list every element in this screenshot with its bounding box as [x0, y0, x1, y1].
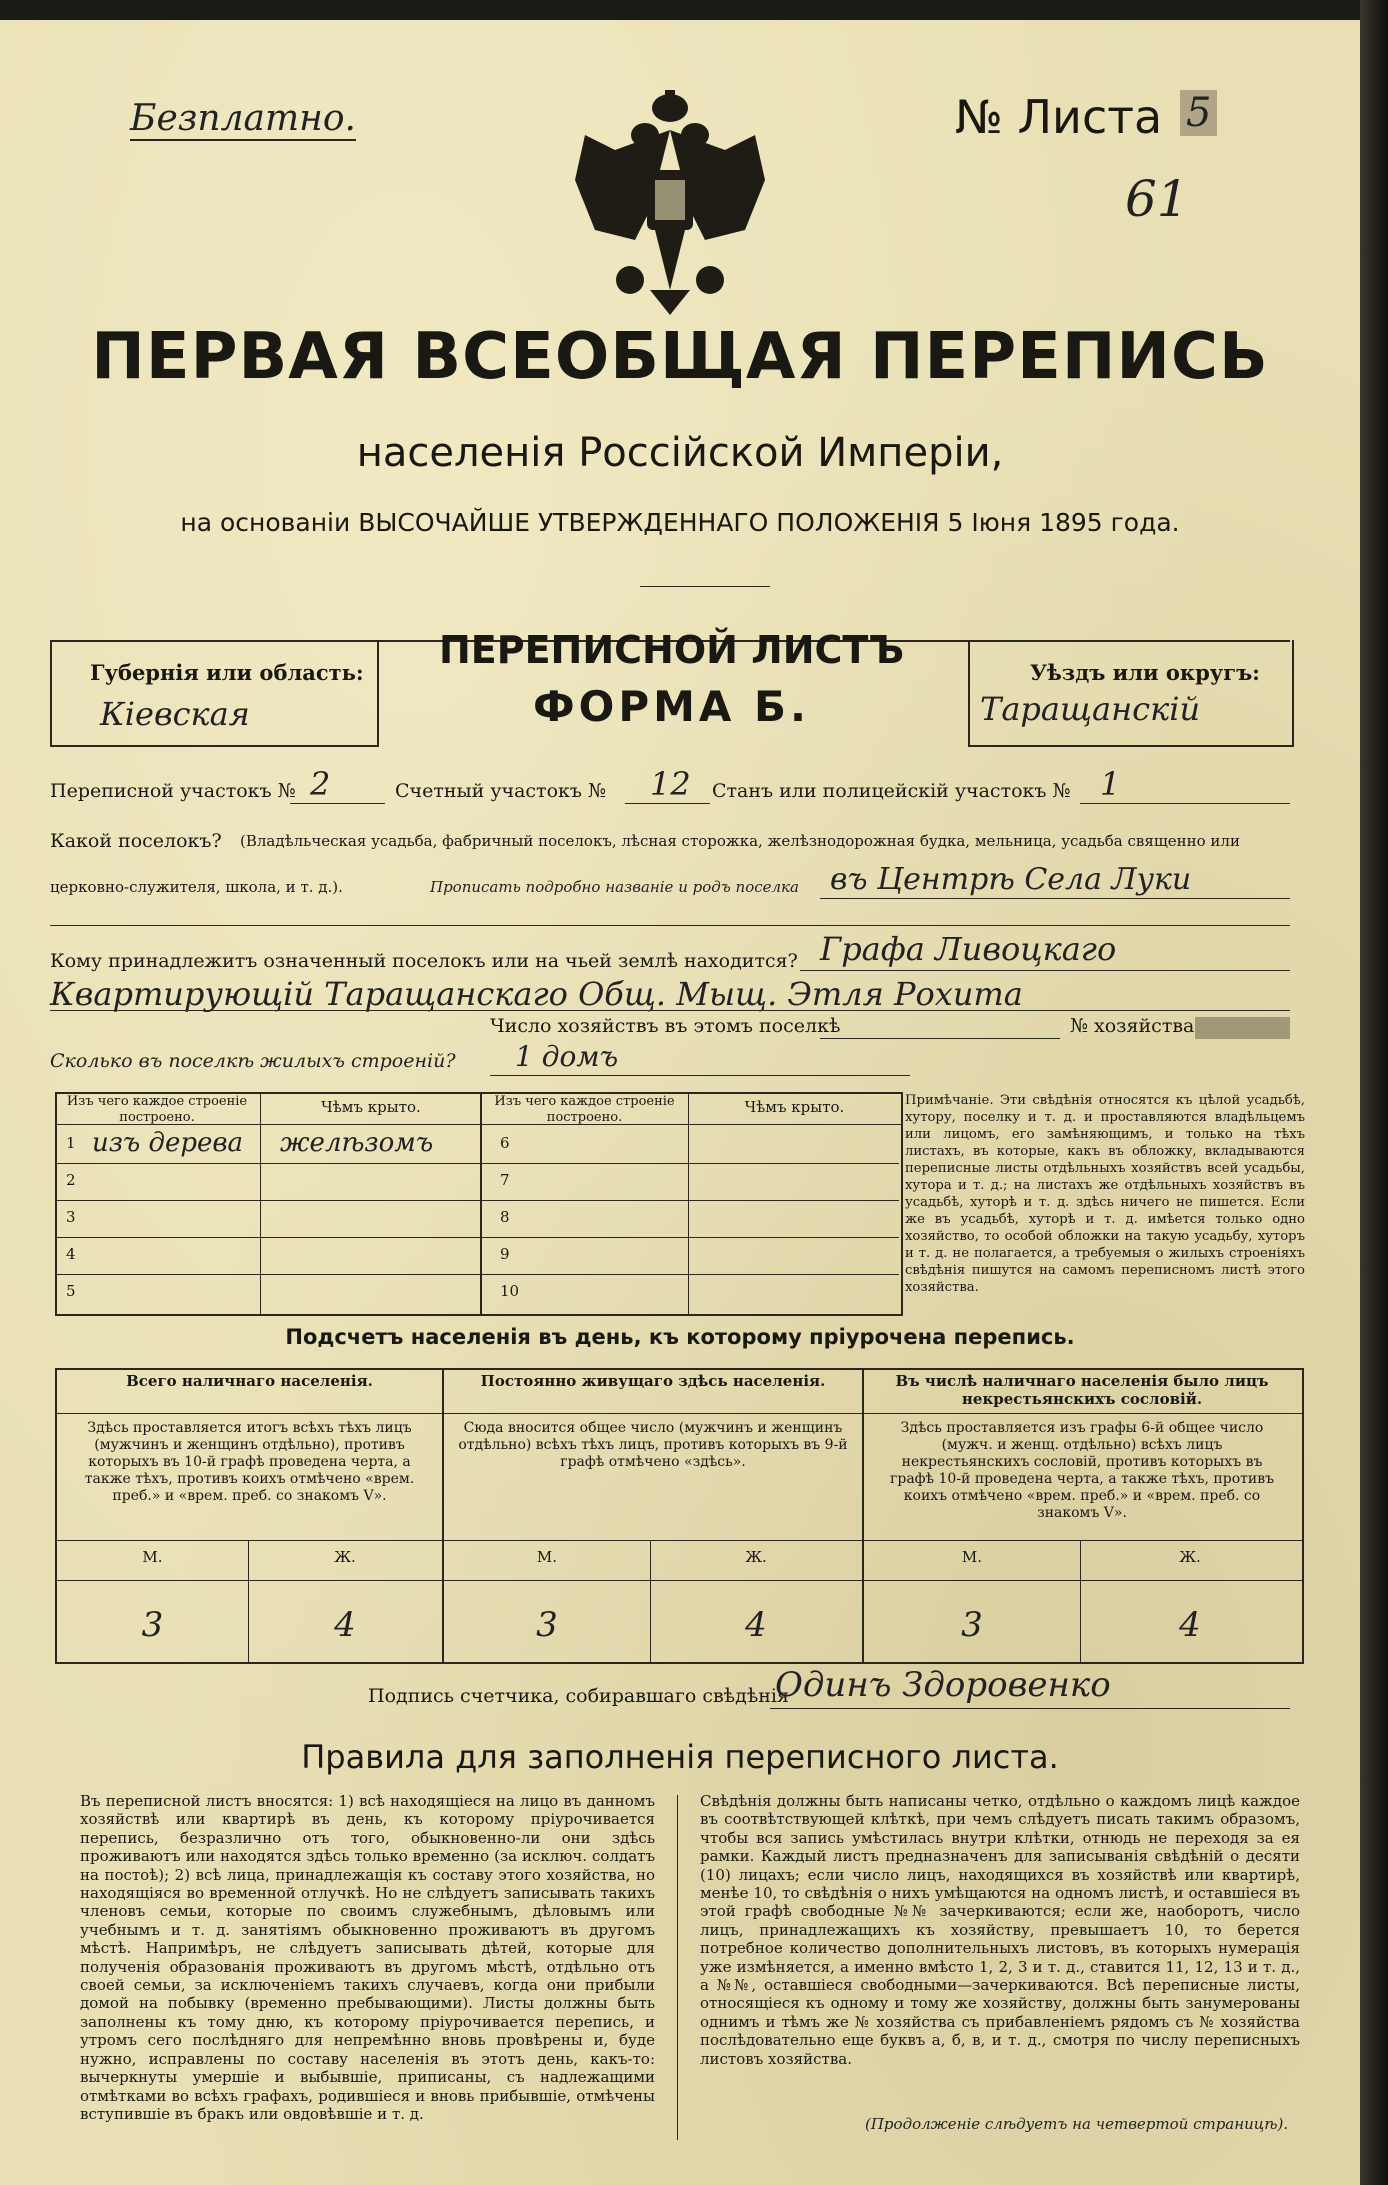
page-subtitle: населенія Россійской Имперіи, [356, 430, 1004, 476]
page-edge [1360, 0, 1388, 2185]
pop-male-value: 3 [536, 1605, 558, 1645]
census-sheet [0, 20, 1360, 2185]
pop-male-value: 3 [141, 1605, 164, 1645]
pop-col-desc: Сюда вносится общее число (мужчинъ и женщинъ отдѣльно) всѣхъ тѣхъ лицъ, противъ которыхъ въ 9-й графѣ отмѣчено «здѣсь». [458, 1420, 848, 1470]
owner-question: Кому принадлежитъ означенный поселокъ или на чьей землѣ находится? [50, 950, 798, 972]
signature-label: Подпись счетчика, собиравшаго свѣдѣнія [368, 1685, 789, 1707]
bt-right-row-number: 6 [500, 1134, 510, 1152]
pop-male-value: 3 [961, 1605, 983, 1645]
uezd-value: Таращанскій [980, 690, 1201, 728]
owner-value-2: Квартирующій Таращанскаго Общ. Мыщ. Этля Рохита [50, 975, 1023, 1013]
schetny-uchastok-value: 12 [650, 765, 691, 803]
perepis-uchastok-value: 2 [310, 765, 331, 803]
bt-col-roof-2: Чѣмъ крыто. [744, 1098, 845, 1116]
household-number-label: № хозяйства [1070, 1015, 1195, 1037]
pop-female-label: Ж. [745, 1548, 767, 1566]
rules-left: Въ переписной листъ вносятся: 1) всѣ находящіеся на лицо въ данномъ хозяйствѣ или квартирѣ въ день, къ которому пріурочивается перепись, безразлично отъ того, обыкновенно-ли они здѣсь проживаютъ или находятся здѣсь только временно (за исключ. солдатъ на постоѣ); 2) всѣ лица, принадлежащія къ составу этого хозяйства, но находящіяся во временной отлучкѣ. Но не слѣдуетъ записывать такихъ членовъ семьи, которые по своимъ служебнымъ, дѣловымъ или учебнымъ и т. д. занятіямъ обыкновенно проживаютъ въ другомъ мѣстѣ. Напримѣръ, не слѣдуетъ записывать дѣтей, которые для полученія образованія проживаютъ въ другомъ мѣстѣ, отдѣльно отъ своей семьи, за исключеніемъ такихъ случаевъ, когда они прибыли домой на побывку (временно пребывающими). Листы должны быть заполнены къ тому дню, къ которому пріурочивается перепись, и утромъ сего послѣдняго для непремѣнно вновь провѣрены и, буде нужно, исправлены по составу населенія въ этотъ день, какъ-то: вычеркнуты умершіе и выбывшіе, приписаны, съ надлежащими отмѣтками во всѣхъ графахъ, родившіеся и вновь прибывшіе, отмѣчены вступившіе въ бракъ или овдовѣвшіе и т. д. [80, 1792, 655, 2123]
schetny-uchastok-label: Счетный участокъ № [395, 780, 606, 802]
population-title: Подсчетъ населенія въ день, къ которому пріурочена перепись. [285, 1325, 1075, 1349]
pop-col-heading: Всего наличнаго населенія. [126, 1372, 373, 1390]
signature-value: Одинъ Здоровенко [775, 1665, 1111, 1705]
pop-col-heading: Въ числѣ наличнаго населенія было лицъ некрестьянскихъ сословій. [895, 1372, 1269, 1408]
free-label: Безплатно. [130, 98, 356, 139]
bt-left-row-material: изъ дерева [92, 1128, 244, 1158]
pop-col-heading: Постоянно живущаго здѣсь населенія. [480, 1372, 826, 1390]
bt-col-material-1: Изъ чего каждое строеніе построено. [66, 1094, 248, 1125]
bt-left-row-number: 2 [66, 1171, 76, 1189]
bt-left-row-number: 3 [66, 1208, 76, 1226]
stan-value: 1 [1100, 765, 1121, 803]
bt-left-row-number: 5 [66, 1282, 76, 1300]
households-count-label: Число хозяйствъ въ этомъ поселкѣ [490, 1015, 841, 1037]
form-letter: ФОРМА Б. [532, 682, 811, 731]
poselok-hint-2: церковно-служителя, школа, и т. д.). [50, 878, 343, 896]
bt-left-row-number: 1 [66, 1134, 76, 1152]
guberniya-label: Губернія или область: [90, 660, 364, 685]
form-name: ПЕРЕПИСНОЙ ЛИСТЪ [438, 628, 905, 672]
rules-title: Правила для заполненія переписного листа. [301, 1738, 1059, 1776]
pop-male-label: М. [142, 1548, 163, 1566]
guberniya-value: Кіевская [100, 695, 250, 733]
pop-female-label: Ж. [1179, 1548, 1201, 1566]
bt-right-row-number: 9 [500, 1245, 510, 1263]
owner-value-1: Графа Ливоцкаго [820, 930, 1117, 968]
pop-female-value: 4 [334, 1605, 356, 1645]
pop-col-desc: Здѣсь проставляется изъ графы 6-й общее число (мужч. и женщ. отдѣльно) всѣхъ лицъ некрестьянскихъ сословій, противъ которыхъ въ графѣ 10-й проведена черта, а также тѣхъ, противъ коихъ отмѣчено «врем. преб.» и «врем. преб. со знакомъ V». [890, 1420, 1274, 1521]
pop-male-label: М. [536, 1548, 558, 1566]
stan-label: Станъ или полицейскій участокъ № [712, 780, 1071, 802]
sheet-annotation: 61 [1125, 170, 1189, 228]
poselok-question: Какой поселокъ? [50, 830, 222, 852]
bt-col-roof-1: Чѣмъ крыто. [321, 1098, 421, 1116]
rules-continued: (Продолженіе слѣдуетъ на четвертой страницѣ). [865, 2115, 1289, 2133]
pop-col-desc: Здѣсь проставляется итогъ всѣхъ тѣхъ лицъ (мужчинъ и женщинъ отдѣльно), противъ которыхъ въ 10-й графѣ проведена черта, а также тѣхъ, противъ коихъ отмѣчено «врем. преб.» и «врем. преб. со знакомъ V». [84, 1420, 415, 1504]
pop-female-value: 4 [745, 1605, 767, 1645]
buildings-question: Сколько въ поселкѣ жилыхъ строеній? [50, 1050, 456, 1072]
pop-male-label: М. [961, 1548, 983, 1566]
bt-right-row-number: 10 [500, 1282, 520, 1300]
sheet-number-value: 5 [1180, 90, 1217, 136]
pop-female-value: 4 [1179, 1605, 1201, 1645]
perepis-uchastok-label: Переписной участокъ № [50, 780, 296, 802]
imperial-eagle-icon [575, 90, 765, 315]
rules-right: Свѣдѣнія должны быть написаны четко, отдѣльно о каждомъ лицѣ каждое въ соотвѣтствующей клѣткѣ, при чемъ слѣдуетъ писать такимъ образомъ, чтобы вся запись умѣстилась внутри клѣтки, отнюдь не переходя за ея рамки. Каждый листъ предназначенъ для записыванія свѣдѣній о десяти (10) лицахъ; если число лицъ, находящихся въ хозяйствѣ или квартирѣ, менѣе 10, то свѣдѣнія о нихъ умѣщаются на одномъ листѣ, и оставшіеся въ этой графѣ свободные №№ зачеркиваются; если же, наоборотъ, число лицъ, принадлежащихъ къ хозяйству, превышаетъ 10, то берется потребное количество дополнительныхъ листовъ, въ которыхъ нумерація уже измѣняется, а именно вмѣсто 1, 2, 3 и т. д., ставится 11, 12, 13 и т. д., а №№, оставшіеся свободными—зачеркиваются. Всѣ переписные листы, относящіеся къ одному и тому же хозяйству, должны быть занумерованы однимъ и тѣмъ же № хозяйства съ прибавленіемъ рядомъ съ № хозяйства послѣдовательно еще буквъ а, б, в, и т. д., смотря по числу переписныхъ листовъ хозяйства. [700, 1792, 1300, 2068]
poselok-value: въ Центрѣ Села Луки [830, 862, 1192, 897]
buildings-note: Примѣчаніе. Эти свѣдѣнія относятся къ цѣлой усадьбѣ, хутору, поселку и т. д. и проставляются владѣльцемъ или лицомъ, его замѣняющимъ, и только на тѣхъ листахъ, въ которые, какъ въ обложку, вкладываются переписные листы отдѣльныхъ хозяйствъ всей усадьбы, хутора и т. д.; на листахъ же отдѣльныхъ хозяйствъ въ усадьбѣ, хуторѣ и т. д. здѣсь ничего не пишется. Если же въ усадьбѣ, хуторѣ и т. д. имѣется только одно хозяйство, то особой обложки на такую усадьбу, хуторъ и т. д. не полагается, а требуемыя о жилыхъ строеніяхъ свѣдѣнія пишутся на самомъ переписномъ листѣ этого хозяйства. [905, 1093, 1305, 1295]
poselok-hint: (Владѣльческая усадьба, фабричный поселокъ, лѣсная сторожка, желѣзнодорожная будка, мельница, усадьба священно или [240, 832, 1240, 850]
buildings-value: 1 домъ [515, 1040, 619, 1073]
page-title: ПЕРВАЯ ВСЕОБЩАЯ ПЕРЕПИСЬ [91, 320, 1269, 394]
bt-col-material-2: Изъ чего каждое строеніе построено. [494, 1094, 675, 1125]
poselok-instruction: Прописать подробно названіе и родъ поселка [430, 878, 799, 896]
bt-right-row-number: 8 [500, 1208, 510, 1226]
bt-right-row-number: 7 [500, 1171, 510, 1189]
sheet-number-label: № Листа [955, 90, 1163, 144]
bt-left-row-number: 4 [66, 1245, 76, 1263]
bt-left-row-roof: желѣзомъ [280, 1128, 434, 1158]
pop-female-label: Ж. [334, 1548, 356, 1566]
uezd-label: Уѣздъ или округъ: [1030, 660, 1260, 685]
page-decree: на основаніи ВЫСОЧАЙШЕ УТВЕРЖДЕННАГО ПОЛОЖЕНІЯ 5 Іюня 1895 года. [180, 508, 1180, 537]
